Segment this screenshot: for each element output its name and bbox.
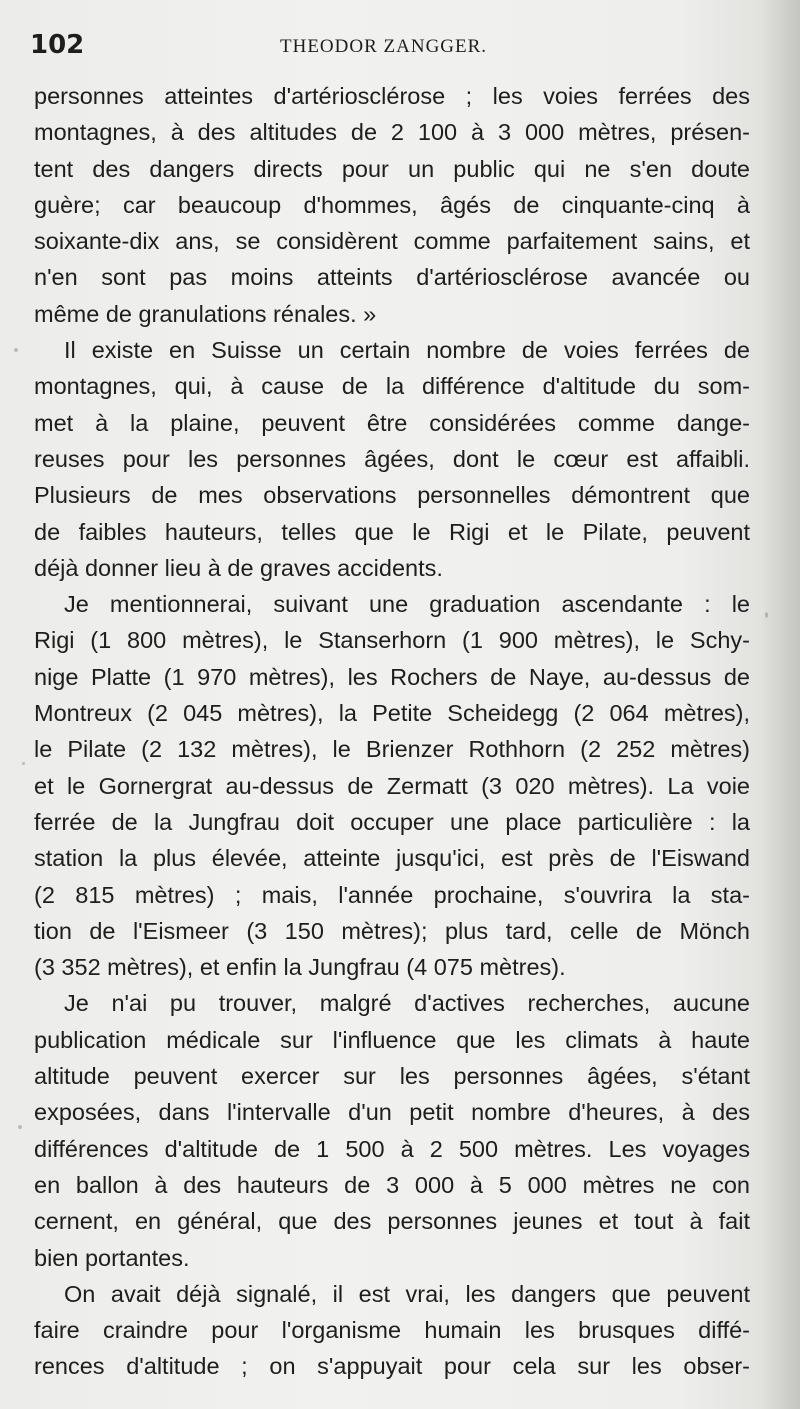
text-line: Plusieurs de mes observations personnelles démontrent que [34, 482, 750, 509]
text-line: On avait déjà signalé, il est vrai, les dangers que peuvent [64, 1280, 750, 1307]
text-line: cernent, en général, que des personnes jeunes et tout à fait [34, 1208, 750, 1235]
text-line: de faibles hauteurs, telles que le Rigi et le Pilate, peuvent [34, 518, 750, 545]
paragraph [34, 1276, 750, 1385]
paragraph [34, 332, 750, 586]
text-line: soixante-dix ans, se considèrent comme parfaitement sains, et [34, 228, 750, 255]
text-line: même de granulations rénales. » [34, 300, 377, 327]
body-text [34, 78, 750, 1385]
text-line: Je n'ai pu trouver, malgré d'actives recherches, aucune [64, 990, 750, 1017]
text-line: exposées, dans l'intervalle d'un petit nombre d'heures, à des [34, 1099, 750, 1126]
text-line: nige Platte (1 970 mètres), les Rochers de Naye, au-dessus de [34, 663, 750, 690]
text-line: et le Gornergrat au-dessus de Zermatt (3 020 mètres). La voie [34, 772, 750, 799]
text-line: guère; car beaucoup d'hommes, âgés de cinquante-cinq à [34, 191, 750, 218]
text-line: reuses pour les personnes âgées, dont le cœur est affaibli. [34, 445, 750, 472]
text-line: en ballon à des hauteurs de 3 000 à 5 000 mètres ne con [34, 1171, 750, 1198]
text-line: ferrée de la Jungfrau doit occuper une place particulière : la [34, 808, 750, 835]
scan-speck [18, 1125, 22, 1129]
text-line: (3 352 mètres), et enfin la Jungfrau (4 075 mètres). [34, 954, 566, 981]
text-line: montagnes, à des altitudes de 2 100 à 3 000 mètres, présen- [34, 119, 750, 146]
text-line: déjà donner lieu à de graves accidents. [34, 554, 443, 581]
page-header [30, 30, 760, 64]
text-line: différences d'altitude de 1 500 à 2 500 mètres. Les voyages [34, 1135, 750, 1162]
text-line: Je mentionnerai, suivant une graduation ascendante : le [64, 591, 750, 618]
running-head: THEODOR ZANGGER. [280, 36, 488, 57]
paragraph [34, 78, 750, 332]
text-line: publication médicale sur l'influence que les climats à haute [34, 1026, 750, 1053]
text-line: station la plus élevée, atteinte jusqu'ici, est près de l'Eiswand [34, 845, 750, 872]
paragraph [34, 985, 750, 1275]
page-number: 102 [30, 30, 85, 60]
text-line: tent des dangers directs pour un public qui ne s'en doute [34, 155, 750, 182]
text-line: Rigi (1 800 mètres), le Stanserhorn (1 900 mètres), le Schy- [34, 627, 750, 654]
text-line: bien portantes. [34, 1244, 190, 1271]
text-line: personnes atteintes d'artériosclérose ; les voies ferrées des [34, 83, 750, 109]
text-line: (2 815 mètres) ; mais, l'année prochaine, s'ouvrira la sta- [34, 881, 750, 908]
scan-speck [765, 612, 768, 618]
text-line: Montreux (2 045 mètres), la Petite Scheidegg (2 064 mètres), [34, 700, 750, 727]
text-line: met à la plaine, peuvent être considérées comme dange- [34, 409, 750, 436]
text-line: Il existe en Suisse un certain nombre de voies ferrées de [64, 337, 750, 364]
scan-speck [22, 762, 25, 765]
text-line: montagnes, qui, à cause de la différence d'altitude du som- [34, 373, 750, 400]
text-line: rences d'altitude ; on s'appuyait pour cela sur les obser- [34, 1353, 750, 1380]
text-line: faire craindre pour l'organisme humain les brusques diffé- [34, 1317, 750, 1344]
text-line: tion de l'Eismeer (3 150 mètres); plus tard, celle de Mönch [34, 917, 750, 944]
text-line: altitude peuvent exercer sur les personnes âgées, s'étant [34, 1063, 750, 1090]
page-edge-shadow [760, 0, 800, 1409]
text-line: le Pilate (2 132 mètres), le Brienzer Rothhorn (2 252 mètres) [34, 736, 750, 763]
scan-speck [14, 348, 18, 352]
paragraph [34, 586, 750, 985]
text-line: n'en sont pas moins atteints d'artériosclérose avancée ou [34, 264, 750, 291]
